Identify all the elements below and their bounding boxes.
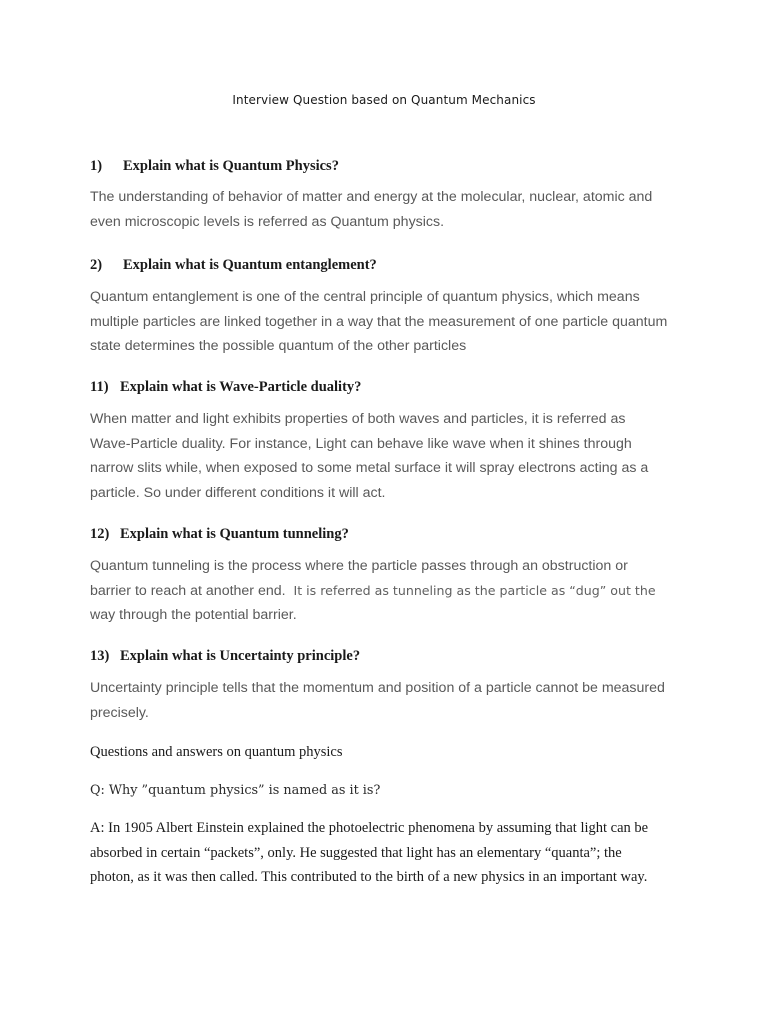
question-heading xyxy=(90,379,690,396)
answer-segment: barrier to reach at another end. xyxy=(90,582,286,599)
answer-line: way through the potential barrier. xyxy=(90,607,297,623)
answer-text xyxy=(90,285,690,359)
question-number: 2) xyxy=(90,257,103,273)
answer-line: Quantum entanglement is one of the central principle of quantum physics, which means xyxy=(90,289,640,305)
answer-line: The understanding of behavior of matter and energy at the molecular, nuclear, atomic and xyxy=(90,189,653,205)
question-number: 1) xyxy=(90,158,103,174)
answer-line: A: In 1905 Albert Einstein explained the photoelectric phenomena by assuming that light can be xyxy=(90,820,649,836)
answer-line: absorbed in certain “packets”, only. He suggested that light has an elementary “quanta”; the xyxy=(90,844,622,861)
question-number: 12) xyxy=(90,526,110,542)
answer-text xyxy=(90,185,690,234)
answer-line: narrow slits while, when exposed to some metal surface it will spray electrons acting as a xyxy=(90,460,649,476)
qa-block-2 xyxy=(90,257,690,359)
question-heading xyxy=(90,257,690,274)
answer-line: even microscopic levels is referred as Quantum physics. xyxy=(90,213,445,230)
extra-answer xyxy=(90,816,690,890)
qa-block-11 xyxy=(90,379,690,505)
qa-block-13 xyxy=(90,648,690,725)
answer-line: multiple particles are linked together in a way that the measurement of one particle quantum xyxy=(90,313,668,330)
question-number: 13) xyxy=(90,648,110,664)
qa-block-12 xyxy=(90,526,690,628)
question-text: Explain what is Quantum entanglement? xyxy=(123,257,377,273)
answer-line: Uncertainty principle tells that the momentum and position of a particle cannot be measured xyxy=(90,680,665,696)
question-text: Explain what is Wave-Particle duality? xyxy=(120,379,362,395)
document-title: Interview Question based on Quantum Mechanics xyxy=(232,93,536,107)
answer-text xyxy=(90,554,690,628)
question-number: 11) xyxy=(90,379,109,395)
answer-line: photon, as it was then called. This contributed to the birth of a new physics in an important way. xyxy=(90,869,648,885)
answer-line: particle. So under different conditions it will act. xyxy=(90,484,386,501)
answer-line: precisely. xyxy=(90,704,149,721)
answer-text xyxy=(90,676,690,725)
question-text: Explain what is Quantum tunneling? xyxy=(120,526,349,542)
answer-line: state determines the possible quantum of the other particles xyxy=(90,338,467,354)
answer-line: Wave-Particle duality. For instance, Light can behave like wave when it shines through xyxy=(90,435,632,452)
section-heading: Questions and answers on quantum physics xyxy=(90,744,343,760)
question-heading xyxy=(90,648,690,665)
question-heading xyxy=(90,526,690,543)
extra-question: Q: Why ”quantum physics” is named as it is? xyxy=(90,783,381,798)
answer-text xyxy=(90,407,690,505)
question-text: Explain what is Quantum Physics? xyxy=(123,158,339,174)
question-text: Explain what is Uncertainty principle? xyxy=(120,648,361,664)
answer-segment-alt-font: It is referred as tunneling as the particle as “dug” out the xyxy=(293,582,656,598)
qa-block-1 xyxy=(90,158,690,234)
question-heading xyxy=(90,158,690,175)
answer-line: When matter and light exhibits properties of both waves and particles, it is referred as xyxy=(90,411,626,427)
answer-line: Quantum tunneling is the process where the particle passes through an obstruction or xyxy=(90,558,628,574)
answer-line xyxy=(90,579,690,604)
